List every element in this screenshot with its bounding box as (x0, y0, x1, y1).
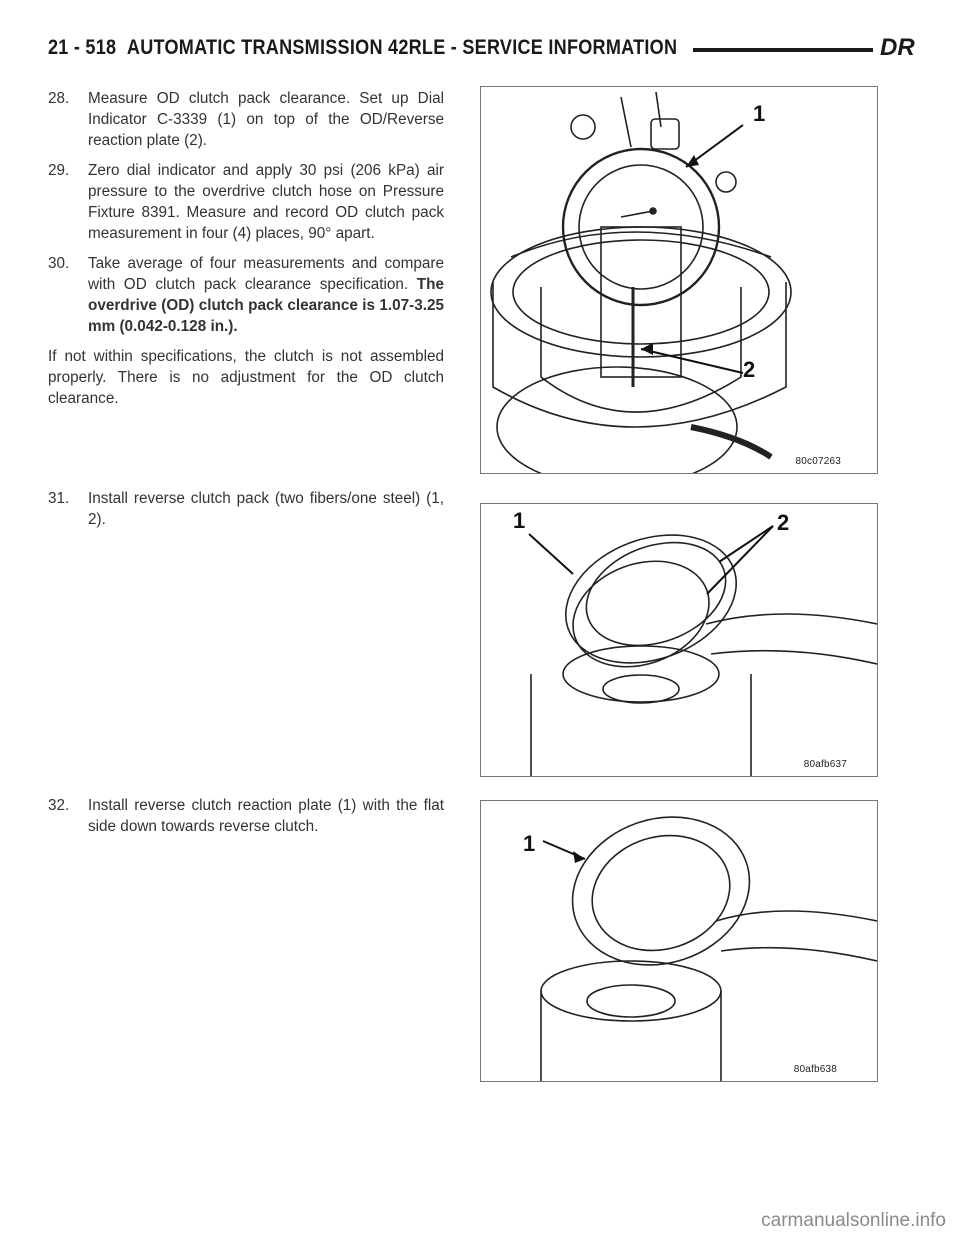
figure-reverse-clutch-pack (480, 503, 878, 777)
figure-code: 80afb638 (793, 1064, 837, 1075)
brand-code: DR (880, 34, 915, 61)
header-rule (693, 48, 873, 52)
callout-2: 2 (743, 357, 756, 382)
step-text: Install reverse clutch reaction plate (1) with the flat side down towards reverse clutch. (88, 797, 444, 835)
specification-note: If not within specifications, the clutch is not assembled properly. There is no adjustment for the OD clutch clearance. (48, 348, 444, 407)
callout-1: 1 (513, 508, 526, 533)
step-number: 30. (48, 255, 70, 272)
page-reference: 21 - 518 (48, 36, 117, 59)
steps-block-1 (48, 88, 444, 409)
reaction-plate-illustration (481, 801, 877, 1081)
dial-indicator-illustration (481, 87, 877, 473)
steps-block-2 (48, 488, 444, 539)
step-text-wrap (88, 253, 444, 337)
step-text: Measure OD clutch pack clearance. Set up Dial Indicator C-3339 (1) on top of the OD/Reverse reaction plate (2). (88, 90, 444, 149)
step-29 (48, 160, 444, 244)
step-text: Zero dial indicator and apply 30 psi (206 kPa) air pressure to the overdrive clutch hose on Pressure Fixture 8391. Measure and record OD clutch pack measurement in four (4) places, 90° apart. (88, 162, 444, 242)
steps-block-3 (48, 795, 444, 846)
clearance-specification: The overdrive (OD) clutch pack clearance is 1.07-3.25 mm (0.042-0.128 in.). (88, 276, 444, 335)
callout-2: 2 (777, 510, 790, 535)
figure-code: 80c07263 (795, 456, 841, 467)
callout-1: 1 (753, 101, 766, 126)
clutch-pack-illustration (481, 504, 877, 776)
step-30 (48, 253, 444, 337)
figure-reaction-plate (480, 800, 878, 1082)
step-text: Take average of four measurements and compare with OD clutch pack clearance specification. (88, 255, 444, 293)
step-28 (48, 88, 444, 151)
step-31 (48, 488, 444, 530)
step-number: 32. (48, 797, 70, 814)
step-32 (48, 795, 444, 837)
page-header (48, 34, 915, 72)
watermark: carmanualsonline.info (761, 1210, 946, 1231)
step-number: 28. (48, 90, 70, 107)
step-number: 31. (48, 490, 70, 507)
figure-dial-indicator (480, 86, 878, 474)
callout-1: 1 (523, 831, 536, 856)
step-number: 29. (48, 162, 70, 179)
section-title: AUTOMATIC TRANSMISSION 42RLE - SERVICE INFORMATION (126, 36, 678, 59)
figure-code: 80afb637 (803, 759, 847, 770)
page-header-text (48, 36, 677, 60)
step-text: Install reverse clutch pack (two fibers/one steel) (1, 2). (88, 490, 444, 528)
